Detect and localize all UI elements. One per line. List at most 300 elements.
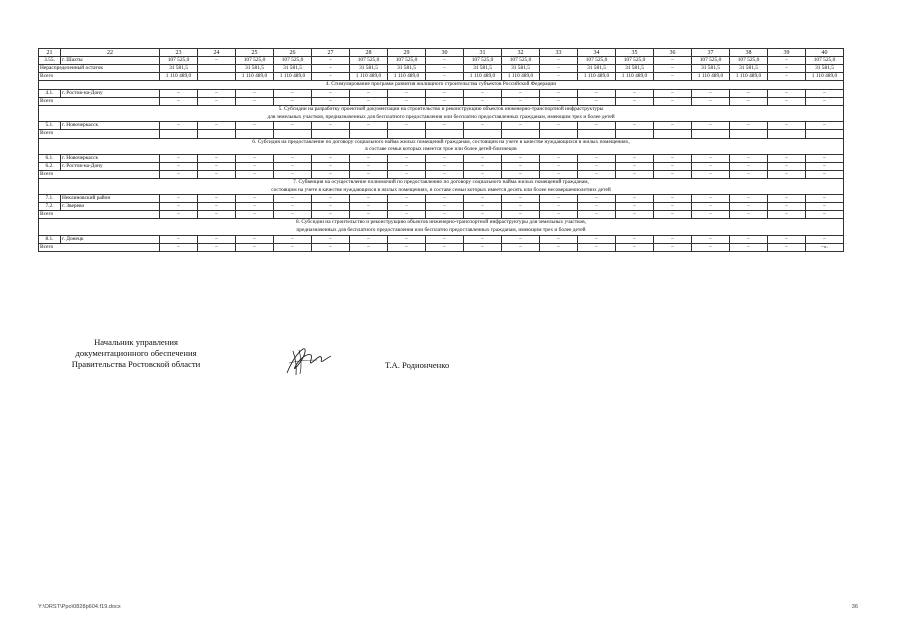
amount-cell: –	[426, 98, 464, 106]
row-number: 4.1.	[39, 89, 61, 97]
amount-cell: 107 525,0	[806, 57, 844, 65]
amount-cell: –	[806, 195, 844, 203]
column-number: 27	[312, 49, 350, 57]
amount-cell: –	[160, 162, 198, 170]
amount-cell: 31 581,5	[388, 65, 426, 73]
amount-cell: –	[654, 65, 692, 73]
signatory-position	[36, 337, 236, 370]
amount-cell: –	[312, 162, 350, 170]
row-label: Всего	[39, 73, 160, 81]
amount-cell: –	[236, 89, 274, 97]
total-row	[39, 73, 844, 81]
amount-cell: –	[350, 98, 388, 106]
amount-cell: –	[388, 170, 426, 178]
amount-cell: –	[654, 154, 692, 162]
amount-cell	[312, 130, 350, 138]
amount-cell: 1 110 489,0	[616, 73, 654, 81]
column-number: 29	[388, 49, 426, 57]
handwritten-signature	[283, 345, 333, 377]
amount-cell: –	[730, 170, 768, 178]
section-title-line: 7. Субвенция на осуществление полномочий по предоставлению по договору социального найма жилых помещений гражданам,	[293, 179, 589, 185]
column-number: 36	[654, 49, 692, 57]
amount-cell: –	[198, 89, 236, 97]
amount-cell: –	[388, 211, 426, 219]
amount-cell	[426, 130, 464, 138]
amount-cell: –	[350, 235, 388, 243]
amount-cell: –	[730, 162, 768, 170]
amount-cell: –	[388, 98, 426, 106]
column-number: 22	[61, 49, 160, 57]
amount-cell: –	[692, 162, 730, 170]
file-path: Y:\ORST\Ppo\0828p604.f19.docx	[38, 604, 121, 610]
amount-cell: –	[350, 211, 388, 219]
amount-cell: –	[198, 203, 236, 211]
amount-cell: –	[654, 162, 692, 170]
amount-cell: –	[464, 122, 502, 130]
section-header-row	[39, 219, 844, 235]
column-number: 24	[198, 49, 236, 57]
amount-cell: –	[160, 235, 198, 243]
amount-cell: –	[768, 65, 806, 73]
amount-cell: –	[768, 211, 806, 219]
amount-cell: –	[730, 122, 768, 130]
amount-cell: –	[236, 235, 274, 243]
amount-cell: –	[160, 243, 198, 251]
amount-cell: –	[654, 57, 692, 65]
amount-cell: –	[160, 195, 198, 203]
total-row	[39, 130, 844, 138]
section-title-line: предназначенных для бесплатного предоставления или бесплатно предоставленных гражданам, имеющим трех и более детей	[296, 227, 586, 234]
row-number: 7.2.	[39, 203, 61, 211]
amount-cell: –	[198, 243, 236, 251]
amount-cell: –	[198, 154, 236, 162]
amount-cell: 1 110 489,0	[502, 73, 540, 81]
amount-cell: –	[312, 211, 350, 219]
municipality-name: Неклиновский район	[61, 195, 160, 203]
amount-cell: –	[654, 195, 692, 203]
column-number: 35	[616, 49, 654, 57]
amount-cell: –	[654, 89, 692, 97]
amount-cell: –	[198, 170, 236, 178]
section-title	[39, 219, 844, 235]
amount-cell: –	[692, 98, 730, 106]
amount-cell: 1 110 489,0	[692, 73, 730, 81]
amount-cell: –	[350, 195, 388, 203]
table-row	[39, 89, 844, 97]
amount-cell: 107 525,0	[578, 57, 616, 65]
amount-cell: –	[692, 195, 730, 203]
column-number: 28	[350, 49, 388, 57]
amount-cell	[198, 130, 236, 138]
amount-cell: –	[578, 243, 616, 251]
amount-cell: –	[806, 235, 844, 243]
amount-cell: –	[312, 243, 350, 251]
amount-cell: –	[768, 243, 806, 251]
section-title-line: 5. Субсидии на разработку проектной документации на строительство и реконструкцию объектов инженерно-транспортной инфраструктуры	[278, 106, 604, 113]
amount-cell	[274, 130, 312, 138]
signatory-position-line: Правительства Ростовской области	[71, 359, 201, 369]
row-label: Всего	[39, 170, 160, 178]
amount-cell: 31 581,5	[692, 65, 730, 73]
amount-cell: –	[730, 89, 768, 97]
section-title-line: 8. Субсидии на строительство и реконструкцию объектов инженерно-транспортной инфраструктуры для земельных участков,	[295, 219, 587, 226]
amount-cell: 107 525,0	[236, 57, 274, 65]
table-header-row	[39, 49, 844, 57]
amount-cell: 31 581,5	[464, 65, 502, 73]
column-number: 34	[578, 49, 616, 57]
total-row	[39, 98, 844, 106]
amount-cell	[730, 130, 768, 138]
section-header-row	[39, 179, 844, 195]
amount-cell: –	[426, 73, 464, 81]
amount-cell: –	[768, 57, 806, 65]
table-row	[39, 162, 844, 170]
municipality-name: г. Новочеркасск	[61, 154, 160, 162]
total-row	[39, 211, 844, 219]
amount-cell: –	[806, 89, 844, 97]
signatory-position-line: Начальник управления	[94, 337, 178, 347]
amount-cell: –	[160, 154, 198, 162]
amount-cell: 31 581,5	[502, 65, 540, 73]
amount-cell: –	[274, 170, 312, 178]
amount-cell: –	[502, 122, 540, 130]
row-label: Нераспределенный остаток	[39, 65, 160, 73]
amount-cell: –	[388, 243, 426, 251]
amount-cell: –	[730, 154, 768, 162]
amount-cell: 31 581,5	[616, 65, 654, 73]
amount-cell: –	[426, 195, 464, 203]
amount-cell	[236, 130, 274, 138]
table-row	[39, 203, 844, 211]
amount-cell	[160, 130, 198, 138]
section-title	[39, 138, 844, 154]
amount-cell: –	[198, 98, 236, 106]
amount-cell: –	[388, 154, 426, 162]
amount-cell	[502, 130, 540, 138]
amount-cell: –	[350, 154, 388, 162]
amount-cell	[692, 130, 730, 138]
amount-cell: –	[388, 122, 426, 130]
amount-cell: –	[464, 154, 502, 162]
amount-cell: –	[274, 211, 312, 219]
row-number: 7.1.	[39, 195, 61, 203]
amount-cell: 107 525,0	[350, 57, 388, 65]
amount-cell: –	[578, 211, 616, 219]
amount-cell: –	[198, 195, 236, 203]
amount-cell: –	[654, 170, 692, 178]
amount-cell: –	[540, 162, 578, 170]
amount-cell: –	[274, 243, 312, 251]
row-label: Всего	[39, 98, 160, 106]
amount-cell: 107 525,0	[274, 57, 312, 65]
amount-cell: –	[768, 235, 806, 243]
amount-cell: –	[616, 162, 654, 170]
amount-cell: 1 110 489,0	[730, 73, 768, 81]
amount-cell: –	[540, 235, 578, 243]
amount-cell: –	[426, 170, 464, 178]
amount-cell: –	[616, 122, 654, 130]
municipality-name: г. Ростов-на-Дону	[61, 162, 160, 170]
amount-cell: –	[350, 170, 388, 178]
amount-cell: –	[502, 195, 540, 203]
amount-cell: –	[312, 235, 350, 243]
amount-cell: –	[388, 235, 426, 243]
section-title-line: для земельных участков, предназначенных для бесплатного предоставления или бесплатно предоставленных гражданам, имеющим трех и более детей	[267, 113, 615, 120]
amount-cell: –	[312, 203, 350, 211]
amount-cell: –	[502, 243, 540, 251]
amount-cell: –	[388, 195, 426, 203]
amount-cell: 107 525,0	[730, 57, 768, 65]
amount-cell: –	[540, 154, 578, 162]
amount-cell: –	[312, 195, 350, 203]
amount-cell: –	[654, 73, 692, 81]
amount-cell: –	[312, 170, 350, 178]
amount-cell: –	[578, 162, 616, 170]
amount-cell: –	[426, 235, 464, 243]
amount-cell: –	[768, 203, 806, 211]
amount-cell: –	[350, 243, 388, 251]
signatory-position-line: документационного обеспечения	[75, 348, 197, 358]
amount-cell: –	[540, 243, 578, 251]
amount-cell: 107 525,0	[388, 57, 426, 65]
amount-cell: –	[768, 98, 806, 106]
amount-cell: 1 110 489,0	[236, 73, 274, 81]
amount-cell: –	[654, 98, 692, 106]
column-number: 23	[160, 49, 198, 57]
amount-cell: –	[198, 211, 236, 219]
amount-cell: –	[540, 195, 578, 203]
amount-cell: 31 581,5	[274, 65, 312, 73]
amount-cell: –	[616, 243, 654, 251]
amount-cell: –	[768, 195, 806, 203]
amount-cell: 31 581,5	[236, 65, 274, 73]
amount-cell: 107 525,0	[616, 57, 654, 65]
amount-cell: –	[654, 122, 692, 130]
amount-cell: –	[312, 57, 350, 65]
amount-cell: –	[350, 203, 388, 211]
amount-cell: –	[464, 243, 502, 251]
amount-cell: –	[540, 211, 578, 219]
amount-cell: –	[312, 154, 350, 162]
amount-cell: –	[236, 203, 274, 211]
amount-cell: 107 525,0	[692, 57, 730, 65]
amount-cell: –	[806, 162, 844, 170]
amount-cell: –	[236, 195, 274, 203]
amount-cell: 1 110 489,0	[578, 73, 616, 81]
amount-cell	[806, 130, 844, 138]
amount-cell: –	[464, 89, 502, 97]
amount-cell	[654, 130, 692, 138]
amount-cell: 31 581,5	[730, 65, 768, 73]
amount-cell: 31 581,5	[350, 65, 388, 73]
column-number: 26	[274, 49, 312, 57]
amount-cell: –	[388, 89, 426, 97]
amount-cell: –	[730, 195, 768, 203]
row-label: Всего	[39, 243, 160, 251]
amount-cell: –	[616, 235, 654, 243]
amount-cell: –	[806, 122, 844, 130]
amount-cell: –	[312, 65, 350, 73]
amount-cell: –	[768, 170, 806, 178]
amount-cell: –	[274, 203, 312, 211]
amount-cell: –	[388, 203, 426, 211]
row-number: 3.55.	[39, 57, 61, 65]
amount-cell	[464, 130, 502, 138]
amount-cell: –	[730, 243, 768, 251]
amount-cell: –	[236, 162, 274, 170]
amount-cell	[198, 73, 236, 81]
amount-cell: –	[768, 73, 806, 81]
amount-cell: –	[198, 122, 236, 130]
amount-cell: 107 525,0	[160, 57, 198, 65]
amount-cell: –	[464, 203, 502, 211]
municipality-name: г. Новочеркасск	[61, 122, 160, 130]
amount-cell: –	[540, 98, 578, 106]
amount-cell: –	[274, 98, 312, 106]
amount-cell: –	[692, 211, 730, 219]
budget-table	[38, 48, 844, 252]
section-title-line: состоящим на учете в качестве нуждающихся в жилых помещениях, в составе семьи которых имеется десять или более несовершеннолетних детей	[271, 186, 611, 193]
amount-cell: –	[236, 170, 274, 178]
column-number: 40	[806, 49, 844, 57]
amount-cell: –	[730, 235, 768, 243]
amount-cell: 31 581,5	[578, 65, 616, 73]
amount-cell: –	[654, 243, 692, 251]
amount-cell: –	[388, 162, 426, 170]
amount-cell: –	[426, 65, 464, 73]
amount-cell: –	[502, 162, 540, 170]
amount-cell	[350, 130, 388, 138]
amount-cell: –	[426, 243, 464, 251]
amount-cell: –	[730, 98, 768, 106]
amount-cell: –	[578, 89, 616, 97]
amount-cell: –	[236, 154, 274, 162]
amount-cell: –	[692, 170, 730, 178]
amount-cell: –	[160, 89, 198, 97]
amount-cell: 107 525,0	[464, 57, 502, 65]
amount-cell: 1 110 489,0	[806, 73, 844, 81]
section-title-line: 4. Стимулирование программ развития жилищного строительства субъектов Российской Федерации	[325, 81, 557, 88]
amount-cell: –	[502, 170, 540, 178]
amount-cell: –	[274, 89, 312, 97]
amount-cell: –	[692, 89, 730, 97]
amount-cell: –	[578, 98, 616, 106]
amount-cell: –	[654, 211, 692, 219]
row-number: 6.2.	[39, 162, 61, 170]
amount-cell: –	[806, 203, 844, 211]
amount-cell: –	[692, 154, 730, 162]
amount-cell: –	[426, 89, 464, 97]
amount-cell: –	[654, 203, 692, 211]
amount-cell: –	[730, 203, 768, 211]
row-label: Всего	[39, 211, 160, 219]
amount-cell: –	[692, 235, 730, 243]
amount-cell: –	[692, 203, 730, 211]
amount-cell: –	[616, 154, 654, 162]
amount-cell: –	[768, 162, 806, 170]
amount-cell: –	[464, 162, 502, 170]
amount-cell: –	[768, 122, 806, 130]
amount-cell: 1 110 489,0	[388, 73, 426, 81]
amount-cell: –	[730, 211, 768, 219]
column-number: 33	[540, 49, 578, 57]
amount-cell: –	[692, 122, 730, 130]
table-row	[39, 195, 844, 203]
amount-cell: –	[578, 154, 616, 162]
column-number: 31	[464, 49, 502, 57]
section-header-row	[39, 138, 844, 154]
column-number: 21	[39, 49, 61, 57]
amount-cell: –	[768, 89, 806, 97]
amount-cell: –	[426, 162, 464, 170]
amount-cell: –	[274, 122, 312, 130]
amount-cell: –	[654, 235, 692, 243]
amount-cell: –	[692, 243, 730, 251]
column-number: 32	[502, 49, 540, 57]
amount-cell: –	[464, 170, 502, 178]
amount-cell: –	[540, 203, 578, 211]
amount-cell: –	[578, 203, 616, 211]
column-number: 38	[730, 49, 768, 57]
amount-cell: –	[502, 98, 540, 106]
amount-cell: –	[616, 170, 654, 178]
amount-cell: –	[540, 170, 578, 178]
amount-cell: –	[160, 98, 198, 106]
total-row	[39, 243, 844, 251]
amount-cell: –	[236, 98, 274, 106]
table-row	[39, 235, 844, 243]
municipality-name: г. Зверево	[61, 203, 160, 211]
row-number: 5.1.	[39, 122, 61, 130]
amount-cell: –	[502, 89, 540, 97]
section-title	[39, 179, 844, 195]
amount-cell: –	[274, 235, 312, 243]
amount-cell: –	[540, 122, 578, 130]
amount-cell: –	[426, 211, 464, 219]
amount-cell: –	[274, 162, 312, 170]
amount-cell: –	[616, 203, 654, 211]
section-title	[39, 81, 844, 90]
column-number: 25	[236, 49, 274, 57]
column-number: 30	[426, 49, 464, 57]
amount-cell	[198, 65, 236, 73]
table-row	[39, 122, 844, 130]
amount-cell: –	[350, 89, 388, 97]
amount-cell: –	[616, 89, 654, 97]
municipality-name: г. Донецк	[61, 235, 160, 243]
amount-cell	[768, 130, 806, 138]
amount-cell: –	[578, 195, 616, 203]
page-number: 36	[851, 604, 858, 610]
signatory-name: Т.А. Родионченко	[385, 360, 450, 370]
amount-cell: –	[236, 243, 274, 251]
municipality-name: г. Шахты	[61, 57, 160, 65]
amount-cell: –	[806, 211, 844, 219]
total-row	[39, 65, 844, 73]
amount-cell: –	[274, 154, 312, 162]
table-row	[39, 57, 844, 65]
amount-cell: 31 581,5	[160, 65, 198, 73]
amount-cell: –	[198, 57, 236, 65]
column-number: 37	[692, 49, 730, 57]
amount-cell: –	[616, 211, 654, 219]
amount-cell: –	[502, 235, 540, 243]
amount-cell: –	[768, 154, 806, 162]
amount-cell: –	[160, 203, 198, 211]
amount-cell: –	[464, 98, 502, 106]
municipality-name: г. Ростов-на-Дону	[61, 89, 160, 97]
amount-cell: –	[236, 122, 274, 130]
